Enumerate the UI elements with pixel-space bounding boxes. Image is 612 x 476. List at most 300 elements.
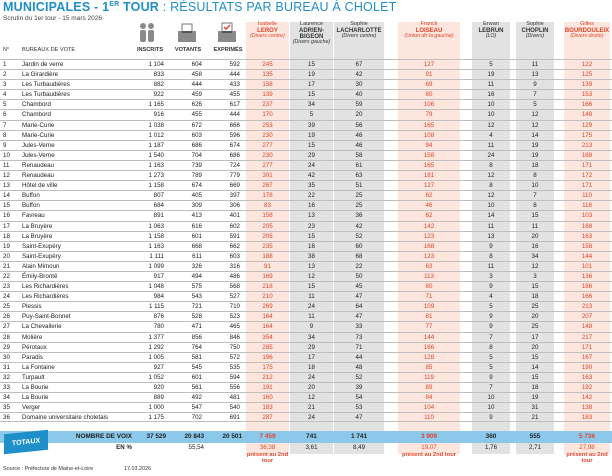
row-number: 4	[3, 91, 7, 99]
row-votes-lacharlotte: 64	[355, 303, 363, 311]
row-votes-leroy: 175	[262, 363, 273, 371]
row-number: 17	[3, 222, 10, 230]
row-inscrits: 1 099	[148, 262, 164, 270]
row-votes-loiseau: 113	[424, 272, 434, 280]
row-votes-choplin: 12	[531, 121, 539, 129]
row-votes-lebrun: 24	[487, 151, 495, 159]
row-exprimes: 596	[229, 131, 240, 139]
row-votes-loiseau: 123	[423, 232, 435, 240]
row-votes-adrien: 5	[309, 111, 314, 119]
row-exprimes: 535	[229, 363, 240, 371]
row-votes-leroy: 164	[262, 313, 273, 321]
row-votes-leroy: 191	[262, 384, 273, 391]
row-votes-adrien: 29	[308, 343, 315, 351]
row-votes-choplin: 19	[531, 394, 539, 402]
row-inscrits: 876	[153, 313, 164, 321]
row-votes-loiseau: 168	[423, 242, 435, 250]
page-subtitle: Scrutin du 1er tour - 15 mars 2026	[3, 15, 102, 22]
table-row	[0, 311, 612, 321]
pct-choplin: 2,71	[528, 444, 542, 451]
row-votes-lebrun: 4	[489, 293, 493, 301]
row-votants: 739	[191, 161, 202, 169]
row-inscrits: 807	[153, 192, 164, 200]
row-votes-lacharlotte: 40	[355, 91, 363, 99]
row-exprimes: 568	[229, 283, 240, 291]
row-votes-choplin: 21	[531, 414, 539, 422]
row-exprimes: 846	[229, 333, 240, 341]
row-votes-leroy: 354	[262, 333, 273, 341]
row-bureau: Domaine universitaire choletais	[22, 414, 108, 422]
row-votes-adrien: 13	[308, 262, 315, 270]
row-votes-leroy: 287	[262, 414, 273, 422]
row-votes-adrien: 24	[308, 161, 315, 169]
row-votes-choplin: 18	[531, 161, 539, 169]
row-votants: 326	[191, 262, 202, 270]
row-votes-loiseau: 166	[423, 343, 435, 351]
header-votants: VOTANTS	[174, 47, 202, 53]
row-votes-choplin: 3	[533, 272, 537, 280]
row-bureau: Émily-Brontë	[22, 272, 58, 280]
candidate-header-lebrun: Erwan LEBRUN (LO)	[478, 21, 504, 40]
row-votes-lacharlotte: 53	[355, 404, 363, 412]
row-votes-lacharlotte: 71	[355, 343, 363, 351]
table-row	[0, 342, 612, 352]
row-number: 35	[3, 404, 10, 412]
table-row	[0, 120, 612, 130]
row-votes-leroy: 135	[262, 71, 273, 79]
second-round-loiseau: présent au 2nd tour	[401, 452, 457, 458]
row-votes-lacharlotte: 25	[355, 202, 363, 210]
row-votes-leroy: 285	[262, 343, 273, 351]
row-votes-bourdouleix: 110	[582, 192, 592, 200]
totals-votes-row	[0, 431, 612, 443]
row-votes-loiseau: 62	[425, 212, 433, 220]
row-votes-lebrun: 9	[489, 283, 493, 291]
table-row	[0, 109, 612, 119]
row-inscrits: 1 273	[148, 172, 164, 180]
row-votes-loiseau: 110	[424, 414, 434, 422]
row-bureau: La Bruyère	[22, 232, 53, 240]
row-votes-leroy: 301	[262, 172, 273, 180]
candidate-header-lacharlotte: Sophie LACHARLOTTE (Divers centre)	[336, 21, 382, 40]
table-row	[0, 180, 612, 190]
row-votes-lacharlotte: 45	[355, 283, 363, 291]
row-votes-bourdouleix: 153	[581, 91, 593, 99]
row-votes-loiseau: 127	[423, 182, 435, 190]
row-votants: 405	[191, 192, 202, 200]
row-bureau: Plessis	[22, 303, 42, 311]
row-votes-leroy: 210	[262, 293, 273, 301]
row-number: 5	[3, 101, 7, 109]
row-bureau: La Bourie	[22, 394, 49, 402]
row-votants: 458	[191, 71, 202, 79]
row-exprimes: 691	[229, 414, 240, 422]
row-number: 36	[3, 414, 10, 422]
row-votes-choplin: 34	[531, 252, 539, 260]
row-votes-loiseau: 85	[425, 363, 433, 371]
pct-lebrun: 1,76	[484, 444, 498, 451]
row-inscrits: 1 012	[148, 131, 164, 139]
row-exprimes: 603	[229, 252, 240, 260]
row-votes-leroy: 212	[262, 373, 273, 381]
table-row	[0, 231, 612, 241]
row-inscrits: 984	[153, 293, 164, 301]
row-votes-leroy: 218	[262, 283, 273, 291]
row-inscrits: 833	[153, 71, 164, 79]
table-row	[0, 352, 612, 362]
row-votes-loiseau: 84	[425, 394, 433, 402]
row-votants: 686	[191, 141, 202, 149]
row-votes-loiseau: 109	[423, 303, 435, 311]
row-votes-choplin: 20	[531, 313, 539, 321]
row-votes-lebrun: 11	[487, 141, 495, 149]
row-inscrits: 1 187	[148, 141, 164, 149]
row-number: 33	[3, 384, 10, 391]
row-votes-lacharlotte: 60	[355, 242, 363, 250]
row-inscrits: 1 005	[148, 353, 164, 361]
row-bureau: Jules-Verne	[22, 141, 55, 149]
row-votes-adrien: 16	[308, 242, 315, 250]
row-exprimes: 594	[229, 373, 240, 381]
row-inscrits: 1 165	[148, 101, 164, 109]
row-votants: 309	[191, 202, 202, 210]
row-inscrits: 684	[153, 202, 164, 210]
row-number: 12	[3, 172, 10, 180]
row-exprimes: 617	[229, 101, 240, 109]
row-votes-choplin: 16	[531, 242, 539, 250]
header-inscrits: INSCRITS	[136, 47, 164, 53]
pct-adrien: 3,61	[305, 444, 318, 451]
row-bureau: Chambord	[22, 111, 51, 119]
row-votes-choplin: 19	[531, 151, 539, 159]
row-inscrits: 1 111	[149, 252, 164, 260]
row-exprimes: 540	[229, 404, 240, 412]
row-votants: 626	[191, 101, 202, 109]
row-votes-adrien: 17	[308, 353, 315, 361]
row-votes-choplin: 20	[531, 343, 539, 351]
row-votes-lacharlotte: 61	[355, 161, 363, 169]
table-row	[0, 170, 612, 180]
total-votes-leroy: 7 459	[259, 433, 276, 440]
table-row	[0, 160, 612, 170]
row-inscrits: 1 163	[148, 242, 164, 250]
row-votants: 668	[191, 242, 202, 250]
row-votes-bourdouleix: 183	[581, 414, 593, 422]
row-votants: 492	[191, 394, 202, 402]
table-row	[0, 402, 612, 412]
row-votes-lacharlotte: 46	[355, 141, 363, 149]
total-inscrits: 37 529	[146, 433, 166, 440]
table-row	[0, 332, 612, 342]
row-votes-lacharlotte: 20	[355, 111, 363, 119]
candidate-header-loiseau: Franck LOISEAU (Union dir la gauche)	[404, 21, 454, 40]
row-number: 16	[3, 212, 10, 220]
row-votes-leroy: 235	[262, 242, 273, 250]
row-bureau: Buffon	[22, 192, 40, 200]
row-votes-bourdouleix: 166	[581, 293, 593, 301]
row-votes-lacharlotte: 42	[355, 222, 363, 230]
row-votants: 704	[191, 151, 202, 159]
row-bureau: Marie-Curie	[22, 131, 55, 139]
row-votes-choplin: 11	[531, 222, 539, 230]
table-row	[0, 372, 612, 382]
row-votes-bourdouleix: 136	[581, 272, 593, 280]
row-inscrits: 922	[153, 91, 164, 99]
row-votes-bourdouleix: 168	[581, 151, 593, 159]
row-exprimes: 444	[229, 71, 240, 79]
row-bureau: Favreau	[22, 212, 45, 220]
row-votes-lacharlotte: 56	[355, 121, 363, 129]
row-bureau: Jardin de verre	[22, 61, 64, 68]
row-votes-lebrun: 12	[487, 121, 495, 129]
row-votes-lebrun: 9	[489, 323, 493, 331]
row-votants: 528	[191, 313, 202, 321]
row-votes-bourdouleix: 148	[581, 323, 593, 331]
row-number: 3	[3, 81, 7, 89]
row-inscrits: 1 115	[148, 303, 164, 311]
ballot-box-icon	[176, 22, 198, 43]
row-votes-loiseau: 71	[425, 293, 433, 301]
row-votes-lebrun: 5	[489, 363, 493, 371]
row-bureau: Marie-Curie	[22, 121, 55, 129]
total-votes-bourdouleix: 5 736	[579, 433, 595, 440]
row-votes-bourdouleix: 167	[581, 353, 593, 361]
row-votants: 455	[191, 111, 202, 119]
row-votes-loiseau: 46	[425, 202, 433, 210]
row-votes-adrien: 38	[308, 252, 315, 260]
row-bureau: Molière	[22, 333, 43, 341]
row-votants: 721	[191, 303, 202, 311]
table-row	[0, 99, 612, 109]
row-votes-lebrun: 7	[489, 333, 493, 341]
row-votes-bourdouleix: 186	[581, 283, 593, 291]
row-votes-choplin: 18	[531, 384, 539, 391]
table-row	[0, 392, 612, 402]
row-votants: 543	[191, 293, 202, 301]
row-votants: 413	[191, 212, 202, 220]
row-votants: 581	[191, 353, 202, 361]
ballot-box-check-icon	[216, 22, 238, 43]
row-exprimes: 397	[229, 192, 240, 200]
row-votes-lacharlotte: 67	[355, 61, 363, 68]
row-votes-bourdouleix: 129	[581, 121, 593, 129]
row-votes-choplin: 12	[531, 262, 539, 270]
row-votants: 601	[191, 373, 202, 381]
row-votes-loiseau: 104	[423, 404, 435, 412]
row-votes-choplin: 18	[531, 293, 539, 301]
row-votes-adrien: 19	[308, 131, 315, 139]
row-votes-leroy: 158	[262, 81, 273, 89]
table-row	[0, 241, 612, 251]
row-votes-bourdouleix: 101	[581, 262, 593, 270]
row-number: 13	[3, 182, 10, 190]
row-votes-adrien: 11	[308, 293, 315, 301]
row-votants: 611	[192, 252, 202, 260]
row-votes-adrien: 42	[308, 172, 315, 180]
row-bureau: Pérotaux	[22, 343, 47, 351]
table-row	[0, 271, 612, 281]
row-votes-leroy: 160	[262, 394, 273, 402]
row-votes-lebrun: 5	[489, 303, 493, 311]
row-votes-adrien: 24	[308, 303, 315, 311]
row-votants: 459	[191, 91, 202, 99]
pct-loiseau: 19,07	[421, 444, 437, 451]
row-number: 15	[3, 202, 10, 210]
row-votes-bourdouleix: 125	[581, 71, 593, 79]
table-row	[0, 221, 612, 231]
row-votes-loiseau: 106	[423, 101, 435, 109]
table-row	[0, 69, 612, 79]
row-votes-leroy: 183	[262, 404, 273, 412]
row-votes-lacharlotte: 47	[355, 313, 363, 321]
row-votes-lacharlotte: 59	[355, 101, 363, 109]
row-votes-adrien: 21	[308, 404, 315, 412]
row-votes-bourdouleix: 148	[581, 111, 593, 119]
table-row	[0, 261, 612, 271]
row-votes-lebrun: 8	[489, 343, 493, 351]
second-round-leroy: présent au 2nd tour	[246, 452, 289, 465]
row-votes-leroy: 170	[262, 111, 273, 119]
row-votes-loiseau: 80	[425, 283, 433, 291]
row-number: 25	[3, 303, 10, 311]
row-bureau: Les Richardières	[22, 283, 69, 291]
row-bureau: Renaudeau	[22, 161, 54, 169]
totals-pct-row	[0, 443, 612, 453]
row-votes-adrien: 16	[308, 202, 315, 210]
row-votants: 545	[191, 363, 202, 371]
row-votes-leroy: 277	[262, 161, 273, 169]
row-inscrits: 917	[153, 272, 164, 280]
row-votes-choplin: 25	[531, 303, 539, 311]
row-votants: 494	[191, 272, 202, 280]
row-votes-loiseau: 108	[423, 131, 435, 139]
row-votes-leroy: 91	[264, 262, 271, 270]
table-row	[0, 210, 612, 220]
row-votes-choplin: 15	[531, 373, 539, 381]
row-votes-lacharlotte: 54	[355, 394, 363, 402]
row-votes-lebrun: 10	[487, 394, 495, 402]
row-votes-lacharlotte: 52	[355, 232, 363, 240]
row-votes-lebrun: 8	[489, 161, 493, 169]
row-votes-lacharlotte: 63	[355, 172, 363, 180]
row-votes-choplin: 5	[533, 101, 537, 109]
row-votes-lacharlotte: 33	[355, 323, 363, 331]
row-votes-loiseau: 63	[425, 262, 433, 270]
row-votants: 444	[191, 81, 202, 89]
row-votes-choplin: 15	[531, 283, 539, 291]
row-votes-choplin: 15	[531, 353, 539, 361]
row-votes-choplin: 8	[533, 172, 537, 180]
table-row	[0, 79, 612, 89]
table-row	[0, 190, 612, 200]
row-exprimes: 481	[229, 394, 240, 402]
table-row	[0, 321, 612, 331]
row-votes-bourdouleix: 142	[581, 394, 593, 402]
row-number: 27	[3, 323, 10, 331]
row-exprimes: 306	[229, 202, 240, 210]
row-exprimes: 662	[229, 242, 240, 250]
row-votes-adrien: 15	[308, 232, 315, 240]
row-votes-choplin: 11	[531, 61, 539, 68]
row-number: 21	[3, 262, 10, 270]
row-inscrits: 1 158	[148, 232, 164, 240]
row-votes-adrien: 13	[308, 212, 315, 220]
row-votes-leroy: 83	[264, 202, 271, 210]
row-votes-adrien: 39	[308, 121, 315, 129]
row-exprimes: 465	[229, 323, 240, 331]
row-number: 7	[3, 121, 7, 129]
row-votes-loiseau: 165	[423, 161, 435, 169]
row-votes-loiseau: 81	[425, 313, 433, 321]
row-inscrits: 920	[153, 384, 164, 391]
row-inscrits: 889	[153, 394, 164, 402]
row-votes-lacharlotte: 58	[355, 151, 363, 159]
candidate-header-leroy: Isabelle LEROY (Divers centre)	[250, 21, 285, 40]
row-votes-bourdouleix: 171	[581, 161, 593, 169]
row-votes-adrien: 15	[308, 283, 315, 291]
row-votes-bourdouleix: 192	[581, 384, 593, 391]
row-votes-adrien: 20	[308, 384, 315, 391]
row-number: 11	[3, 161, 10, 169]
row-votes-loiseau: 69	[425, 81, 433, 89]
row-votes-leroy: 188	[262, 252, 273, 260]
row-bureau: Hôtel de ville	[22, 182, 58, 190]
row-votes-lebrun: 9	[489, 414, 493, 422]
row-votes-bourdouleix: 171	[581, 343, 593, 351]
row-inscrits: 916	[153, 111, 164, 119]
row-exprimes: 669	[229, 182, 240, 190]
row-votes-adrien: 9	[309, 323, 314, 331]
row-votes-bourdouleix: 190	[581, 363, 593, 371]
row-number: 9	[3, 141, 7, 149]
row-exprimes: 444	[229, 111, 240, 119]
row-votes-loiseau: 77	[425, 323, 433, 331]
row-votes-loiseau: 158	[423, 151, 435, 159]
row-inscrits: 780	[153, 323, 164, 331]
row-number: 20	[3, 252, 10, 260]
table-row	[0, 59, 612, 69]
row-number: 6	[3, 111, 7, 119]
row-bureau: Les Richardières	[22, 293, 69, 301]
row-bureau: Verger	[22, 404, 41, 412]
row-votes-leroy: 237	[262, 101, 273, 109]
row-votes-lebrun: 12	[487, 172, 495, 180]
row-inscrits: 1 158	[148, 182, 164, 190]
row-votes-adrien: 11	[308, 313, 315, 321]
row-votes-choplin: 31	[531, 404, 539, 412]
row-number: 26	[3, 313, 10, 321]
row-bureau: La Girardière	[22, 71, 59, 79]
row-bureau: Les Turbaudières	[22, 91, 70, 99]
header-number: N°	[3, 47, 10, 53]
table-row	[0, 301, 612, 311]
row-votants: 764	[191, 343, 202, 351]
row-votes-lebrun: 10	[487, 111, 495, 119]
row-bureau: Les Turbaudières	[22, 81, 70, 89]
row-inscrits: 1 104	[148, 61, 164, 68]
row-votes-choplin: 19	[531, 141, 539, 149]
row-votes-loiseau: 119	[424, 373, 434, 381]
row-inscrits: 882	[153, 81, 164, 89]
row-exprimes: 433	[229, 81, 240, 89]
row-votes-lacharlotte: 73	[355, 333, 363, 341]
table-row	[0, 150, 612, 160]
pct-votants-value: 55,54	[188, 444, 204, 451]
row-votes-bourdouleix: 213	[581, 303, 593, 311]
row-inscrits: 1 048	[148, 283, 164, 291]
row-votes-bourdouleix: 158	[581, 242, 593, 250]
row-votes-adrien: 19	[308, 71, 315, 79]
